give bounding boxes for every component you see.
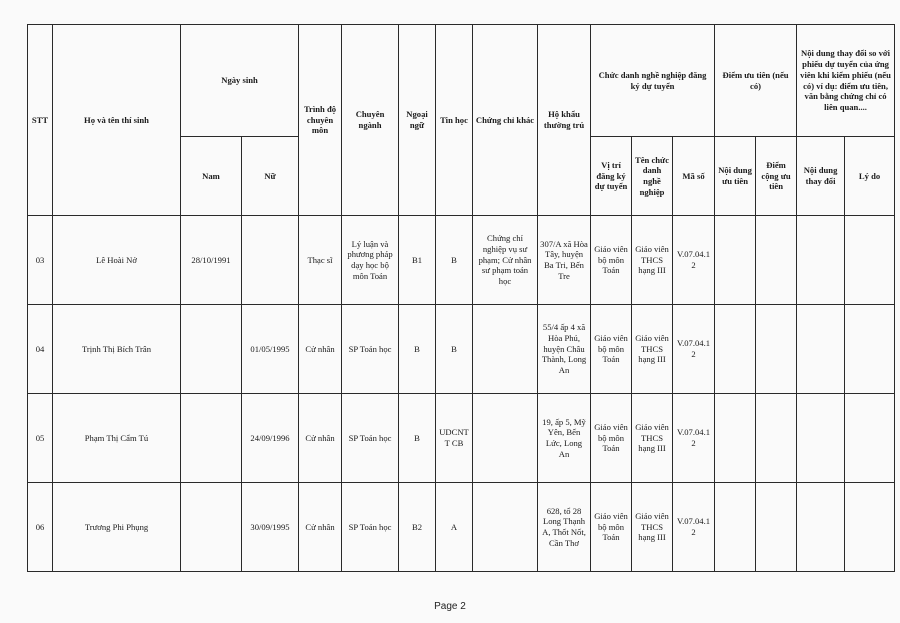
cell-dob-female: 01/05/1995 xyxy=(242,305,299,394)
cell-full-name: Lê Hoài Nở xyxy=(53,216,181,305)
cell-qualification: Cử nhân xyxy=(299,394,342,483)
cell-code: V.07.04.12 xyxy=(673,305,715,394)
cell-residence: 55/4 ấp 4 xã Hòa Phú, huyện Châu Thành, Long An xyxy=(538,305,591,394)
header-full-name: Họ và tên thí sinh xyxy=(53,25,181,216)
header-changes-group: Nội dung thay đổi so với phiếu dự tuyển của ứng viên khi kiểm phiếu (nếu có) ví dụ: điểm ưu tiên, văn bằng chứng chỉ có liên quan.... xyxy=(797,25,895,137)
header-other-certificates: Chứng chỉ khác xyxy=(473,25,538,216)
table-row xyxy=(28,394,895,483)
header-stt: STT xyxy=(28,25,53,216)
cell-change-content xyxy=(797,216,845,305)
cell-position: Giáo viên bộ môn Toán xyxy=(591,216,632,305)
cell-priority-content xyxy=(715,216,756,305)
cell-job-title: Giáo viên THCS hạng III xyxy=(632,394,673,483)
cell-dob-male: 28/10/1991 xyxy=(181,216,242,305)
cell-dob-female: 24/09/1996 xyxy=(242,394,299,483)
header-position: Vị trí đăng ký dự tuyển xyxy=(591,137,632,216)
candidate-table-page xyxy=(27,24,895,572)
cell-position: Giáo viên bộ môn Toán xyxy=(591,394,632,483)
header-qualification: Trình độ chuyên môn xyxy=(299,25,342,216)
header-priority-content: Nội dung ưu tiên xyxy=(715,137,756,216)
candidate-table xyxy=(27,24,895,572)
header-change-content: Nội dung thay đổi xyxy=(797,137,845,216)
cell-major: SP Toán học xyxy=(342,483,399,572)
cell-full-name: Trịnh Thị Bích Trân xyxy=(53,305,181,394)
cell-change-content xyxy=(797,305,845,394)
header-male: Nam xyxy=(181,137,242,216)
header-bonus-points: Điểm cộng ưu tiên xyxy=(756,137,797,216)
cell-change-content xyxy=(797,483,845,572)
cell-change-content xyxy=(797,394,845,483)
cell-it-skills: UDCNTT CB xyxy=(436,394,473,483)
header-reason: Lý do xyxy=(845,137,895,216)
cell-other-certificates: Chứng chỉ nghiệp vụ sư phạm; Cử nhân sư phạm toán học xyxy=(473,216,538,305)
cell-dob-female: 30/09/1995 xyxy=(242,483,299,572)
cell-full-name: Trương Phi Phụng xyxy=(53,483,181,572)
header-foreign-language: Ngoại ngữ xyxy=(399,25,436,216)
cell-priority-content xyxy=(715,394,756,483)
cell-bonus-points xyxy=(756,305,797,394)
cell-job-title: Giáo viên THCS hạng III xyxy=(632,483,673,572)
cell-dob-male xyxy=(181,483,242,572)
cell-stt: 05 xyxy=(28,394,53,483)
cell-other-certificates xyxy=(473,305,538,394)
cell-major: SP Toán học xyxy=(342,394,399,483)
table-row xyxy=(28,216,895,305)
cell-qualification: Cử nhân xyxy=(299,483,342,572)
header-female: Nữ xyxy=(242,137,299,216)
cell-code: V.07.04.12 xyxy=(673,216,715,305)
header-date-of-birth: Ngày sinh xyxy=(181,25,299,137)
cell-code: V.07.04.12 xyxy=(673,483,715,572)
cell-priority-content xyxy=(715,483,756,572)
cell-qualification: Thạc sĩ xyxy=(299,216,342,305)
cell-dob-male xyxy=(181,394,242,483)
cell-other-certificates xyxy=(473,483,538,572)
cell-residence: 628, tổ 28 Long Thạnh A, Thốt Nốt, Cần Thơ xyxy=(538,483,591,572)
header-code: Mã số xyxy=(673,137,715,216)
cell-foreign-language: B1 xyxy=(399,216,436,305)
cell-job-title: Giáo viên THCS hạng III xyxy=(632,216,673,305)
cell-other-certificates xyxy=(473,394,538,483)
cell-reason xyxy=(845,394,895,483)
cell-qualification: Cử nhân xyxy=(299,305,342,394)
cell-bonus-points xyxy=(756,216,797,305)
header-job-title-group: Chức danh nghề nghiệp đăng ký dự tuyển xyxy=(591,25,715,137)
header-major: Chuyên ngành xyxy=(342,25,399,216)
cell-position: Giáo viên bộ môn Toán xyxy=(591,483,632,572)
cell-full-name: Phạm Thị Cẩm Tú xyxy=(53,394,181,483)
header-job-title: Tên chức danh nghề nghiệp xyxy=(632,137,673,216)
page-number: Page 2 xyxy=(434,601,466,612)
cell-bonus-points xyxy=(756,483,797,572)
cell-it-skills: B xyxy=(436,216,473,305)
table-row xyxy=(28,305,895,394)
cell-foreign-language: B xyxy=(399,394,436,483)
cell-residence: 19, ấp 5, Mỹ Yên, Bến Lức, Long An xyxy=(538,394,591,483)
cell-bonus-points xyxy=(756,394,797,483)
cell-job-title: Giáo viên THCS hạng III xyxy=(632,305,673,394)
cell-dob-female xyxy=(242,216,299,305)
cell-it-skills: B xyxy=(436,305,473,394)
cell-code: V.07.04.12 xyxy=(673,394,715,483)
cell-stt: 06 xyxy=(28,483,53,572)
cell-major: SP Toán học xyxy=(342,305,399,394)
cell-reason xyxy=(845,483,895,572)
cell-reason xyxy=(845,305,895,394)
cell-priority-content xyxy=(715,305,756,394)
cell-dob-male xyxy=(181,305,242,394)
header-row-top xyxy=(28,25,895,137)
header-it-skills: Tin học xyxy=(436,25,473,216)
cell-it-skills: A xyxy=(436,483,473,572)
table-row xyxy=(28,483,895,572)
cell-foreign-language: B2 xyxy=(399,483,436,572)
cell-residence: 307/A xã Hòa Tây, huyện Ba Tri, Bến Tre xyxy=(538,216,591,305)
cell-foreign-language: B xyxy=(399,305,436,394)
cell-major: Lý luận và phương pháp dạy học bộ môn Toán xyxy=(342,216,399,305)
cell-reason xyxy=(845,216,895,305)
cell-stt: 03 xyxy=(28,216,53,305)
cell-position: Giáo viên bộ môn Toán xyxy=(591,305,632,394)
header-residence: Hộ khẩu thường trú xyxy=(538,25,591,216)
cell-stt: 04 xyxy=(28,305,53,394)
header-priority-points-group: Điểm ưu tiên (nếu có) xyxy=(715,25,797,137)
